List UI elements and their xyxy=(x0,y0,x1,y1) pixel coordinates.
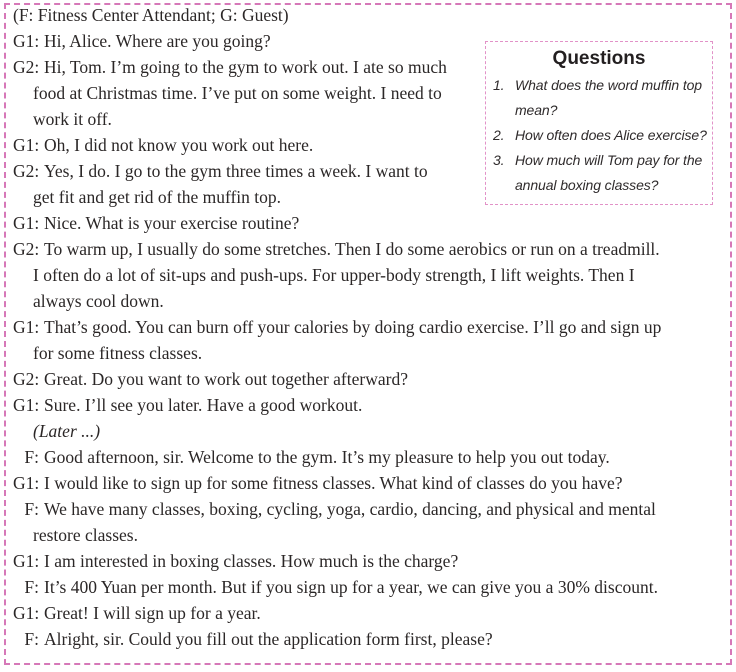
speaker-label: F: xyxy=(24,629,39,649)
dialogue-line: G1: I would like to sign up for some fitness classes. What kind of classes do you have? xyxy=(13,470,722,496)
question-item xyxy=(493,73,708,123)
dialogue-line: work it off. xyxy=(33,109,112,129)
dialogue-line: for some fitness classes. xyxy=(33,343,203,363)
question-number: 1. xyxy=(493,77,505,93)
dialogue-line: I often do a lot of sit-ups and push-ups. For upper-body strength, I lift weights. Then I xyxy=(33,265,635,285)
dialogue-line: G1: Hi, Alice. Where are you going? xyxy=(13,28,722,54)
dialogue-line: (F: Fitness Center Attendant; G: Guest) xyxy=(13,5,289,25)
dialogue-line: food at Christmas time. I’ve put on some weight. I need to xyxy=(33,83,442,103)
dialogue-line: always cool down. xyxy=(33,291,164,311)
question-number: 3. xyxy=(493,152,505,168)
questions-title: Questions xyxy=(552,48,646,69)
speaker-label: G1: xyxy=(13,135,40,155)
questions-list xyxy=(488,71,710,198)
dialogue-line: G2: Great. Do you want to work out together afterward? xyxy=(13,366,722,392)
dialogue-line: G2: Hi, Tom. I’m going to the gym to work out. I ate so much xyxy=(13,54,722,80)
dialogue-line: G1: That’s good. You can burn off your calories by doing cardio exercise. I’ll go and sign up xyxy=(13,314,722,340)
question-line-first: 2. How often does Alice exercise? xyxy=(515,123,708,148)
speaker-label: G2: xyxy=(13,57,40,77)
dialogue-line: G2: To warm up, I usually do some stretches. Then I do some aerobics or run on a treadmill. xyxy=(13,236,722,262)
speaker-label: G1: xyxy=(13,473,40,493)
speaker-label: G1: xyxy=(13,603,40,623)
question-line-first: 1. What does the word muffin top xyxy=(515,73,708,98)
speaker-label: G2: xyxy=(13,239,40,259)
speaker-label: F: xyxy=(24,577,39,597)
speaker-label: G1: xyxy=(13,213,40,233)
dialogue-line: G1: I am interested in boxing classes. How much is the charge? xyxy=(13,548,722,574)
dialogue-line: G1: Great! I will sign up for a year. xyxy=(13,600,722,626)
dialogue-line: F: Alright, sir. Could you fill out the application form first, please? xyxy=(13,626,722,652)
question-line: mean? xyxy=(515,102,558,118)
speaker-label: G1: xyxy=(13,31,40,51)
dialogue-content xyxy=(13,2,722,662)
dialogue-line: F: It’s 400 Yuan per month. But if you sign up for a year, we can give you a 30% discount. xyxy=(13,574,722,600)
speaker-label: F: xyxy=(24,447,39,467)
question-line: annual boxing classes? xyxy=(515,177,659,193)
dialogue-line: F: We have many classes, boxing, cycling, yoga, cardio, dancing, and physical and mental xyxy=(13,496,722,522)
questions-box xyxy=(485,41,713,205)
dialogue-line: G1: Sure. I’ll see you later. Have a good workout. xyxy=(13,392,722,418)
dialogue-line: G1: Nice. What is your exercise routine? xyxy=(13,210,722,236)
dialogue-line: G1: Oh, I did not know you work out here. xyxy=(13,132,722,158)
dialogue-line: restore classes. xyxy=(33,525,138,545)
question-item xyxy=(493,123,708,148)
dialogue-line: F: Good afternoon, sir. Welcome to the gym. It’s my pleasure to help you out today. xyxy=(13,444,722,470)
speaker-label: G2: xyxy=(13,161,40,181)
speaker-label: G1: xyxy=(13,551,40,571)
speaker-label: G1: xyxy=(13,317,40,337)
dialogue-line: get fit and get rid of the muffin top. xyxy=(33,187,282,207)
question-item xyxy=(493,148,708,198)
question-number: 2. xyxy=(493,127,505,143)
dialogue-line: (Later ...) xyxy=(33,421,101,441)
speaker-label: G2: xyxy=(13,369,40,389)
question-line-first: 3. How much will Tom pay for the xyxy=(515,148,708,173)
speaker-label: F: xyxy=(24,499,39,519)
dialogue-line: G2: Yes, I do. I go to the gym three times a week. I want to xyxy=(13,158,722,184)
speaker-label: G1: xyxy=(13,395,40,415)
